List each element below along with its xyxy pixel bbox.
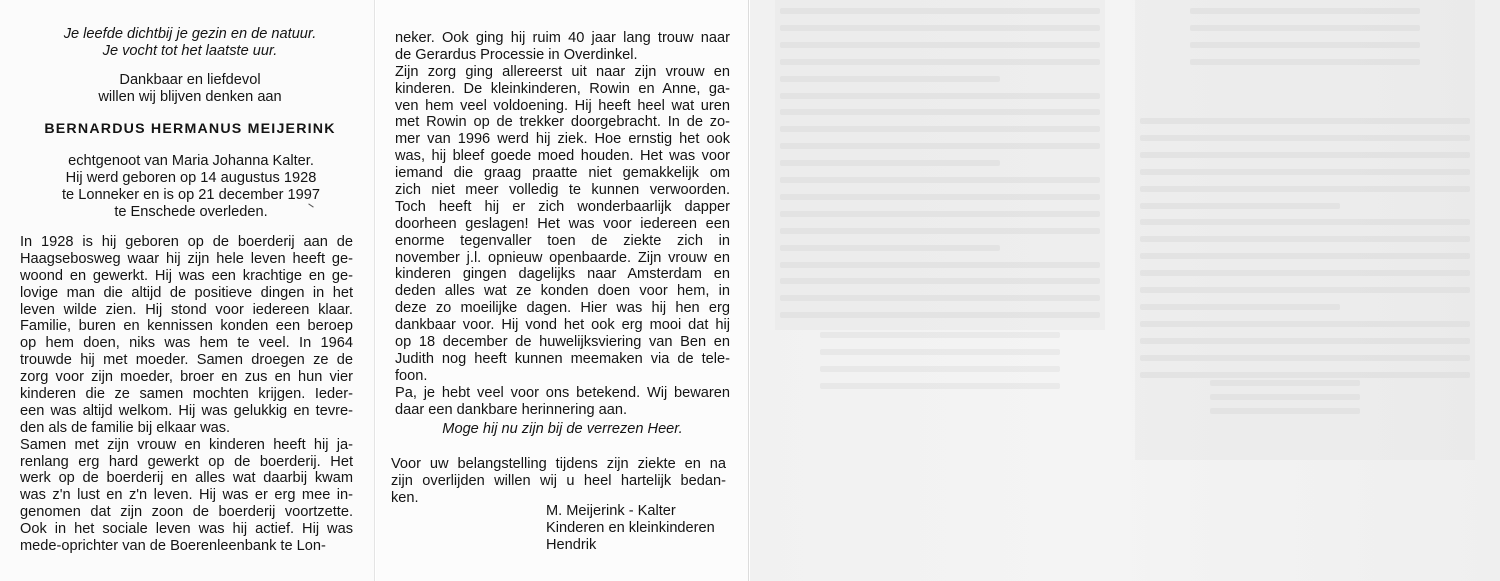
text-line: ven hem veel voldoening. Hij heeft heel wat uren [395,97,730,114]
show-through-line [780,8,1100,14]
text-line: mede-oprichter van de Boerenleenbank te Lon- [20,538,326,555]
show-through-line [1140,304,1340,310]
text-line: was z'n lust en z'n leven. Hij was er erg mee in- [20,487,353,504]
card-middle-page [376,0,749,581]
thanks-text [391,456,726,507]
text-line: genomen dat zijn zoon de boerderij voortzette. [20,504,353,521]
show-through-line [780,262,1100,268]
show-through-block [1135,0,1475,460]
deceased-details [36,153,346,221]
text-line: leven wilde zien. Hij stond voor iedereen klaar. [20,301,353,318]
show-through-line [820,349,1060,355]
biography-continued-text [395,30,730,418]
show-through-line [780,312,1100,318]
text-line: In 1928 is hij geboren op de boerderij aan de [20,234,353,250]
text-line: op hem doen, niks was hem te veel. In 1964 [20,335,353,352]
text-line: Haagsebosweg waar hij zijn hele leven heeft ge- [20,250,353,267]
show-through-line [1140,270,1470,276]
card-left-page [0,0,375,581]
show-through-line [1190,42,1420,48]
text-line: kinderen. De kleinkinderen, Rowin en Anne, ga- [395,80,730,97]
show-through-line [780,93,1100,99]
text-line: deden alles wat ze konden doen voor hem, in [395,283,730,300]
text-line: Judith nog heeft kunnen meemaken via de tele- [395,350,730,367]
text-line: renlang erg hard gewerkt op de boerderij. Het [20,453,353,470]
show-through-line [820,332,1060,338]
motto-line: Je leefde dichtbij je gezin en de natuur. [63,26,317,42]
text-line: met Rowin op de trekker doorgebracht. In de zo- [395,114,730,131]
motto [40,26,340,60]
show-through-line [1140,372,1470,378]
show-through-line [1210,408,1360,414]
deceased-name: BERNARDUS HERMANUS MEIJERINK [44,121,336,137]
show-through-line [1140,219,1470,225]
show-through-line [1140,169,1470,175]
show-through-line [1140,236,1470,242]
text-line: neker. Ook ging hij ruim 40 jaar lang trouw naar [395,30,730,46]
text-line: deze zo moeilijke dagen. Hier was hij hen erg [395,300,730,317]
intro-line: willen wij blijven denken aan [98,88,282,105]
prayer-line: Moge hij nu zijn bij de verrezen Heer. [442,421,683,437]
signature-line: M. Meijerink - Kalter [546,503,676,519]
text-line: Familie, buren en kennissen konden een beroep [20,318,353,335]
show-through-line [780,25,1100,31]
show-through-line [780,143,1100,149]
show-through-line [1190,8,1420,14]
text-line: kinderen die ze samen mochten krijgen. Ieder- [20,386,353,403]
text-line: dankbaar voor. Hij vond het ook erg mooi dat hij [395,317,730,334]
text-line: lovige man die altijd de positieve dingen in het [20,284,353,301]
biography-text [20,234,353,555]
show-through-line [780,194,1100,200]
show-through-line [1210,380,1360,386]
text-line: daar een dankbare herinnering aan. [395,401,628,418]
text-line: op 18 december de huwelijksviering van Ben en [395,334,730,351]
details-line: te Enschede overleden. [114,203,268,220]
show-through-line [1140,152,1470,158]
text-line: werk op de boerderij en alles wat daarbij kwam [20,470,353,487]
show-through-line [1140,186,1470,192]
show-through-line [780,160,1000,166]
show-through-line [1140,203,1340,209]
text-line: was, hij bleef goede moed houden. Het was voor [395,148,730,165]
text-line: den als de familie bij elkaar was. [20,419,231,436]
signature [546,503,715,554]
text-line: Pa, je hebt veel voor ons betekend. Wij bewaren [395,384,730,401]
text-line: doorheen geslagen! Het was voor iedereen een [395,215,730,232]
text-line: zich niet meer volledig te kunnen verwoorden. [395,182,730,199]
text-line: woond en gewerkt. Hij was een krachtige en ge- [20,267,353,284]
text-line: trouwde hij met moeder. Samen droegen ze de [20,352,353,369]
text-line: zijn overlijden willen wij u heel hartelijk bedan- [391,472,726,489]
text-line: Zijn zorg ging allereerst uit naar zijn vrouw en [395,63,730,80]
details-line: echtgenoot van Maria Johanna Kalter. [68,153,314,169]
show-through-line [780,278,1100,284]
text-line: Toch heeft hij er zich wonderbaarlijk dapper [395,198,730,215]
text-line: Ook in het sociale leven was hij actief. Hij was [20,521,353,538]
show-through-line [780,295,1100,301]
show-through-line [1140,118,1470,124]
card-back-pages-show-through [750,0,1500,581]
show-through-line [1140,355,1470,361]
show-through-line [1140,287,1470,293]
text-line: ken. [391,489,419,506]
show-through-line [780,59,1100,65]
show-through-line [780,177,1100,183]
show-through-line [820,366,1060,372]
details-line: te Lonneker en is op 21 december 1997 [61,186,320,203]
show-through-line [780,228,1100,234]
text-line: mer van 1996 werd hij ziek. Hoe ernstig het ook [395,131,730,148]
show-through-line [780,42,1100,48]
show-through-line [1140,253,1470,259]
text-line: november j.l. opnieuw openbaarde. Zijn vrouw en [395,249,730,266]
show-through-line [780,126,1100,132]
text-line: Voor uw belangstelling tijdens zijn ziekte en na [391,456,726,472]
text-line: zorg voor zijn moeder, broer en zus en hun vier [20,369,353,386]
signature-line: Hendrik [546,536,597,553]
text-line: een was altijd welkom. Hij was gelukkig en tevre- [20,402,353,419]
intro-line: Dankbaar en liefdevol [119,72,261,88]
text-line: foon. [395,367,428,384]
text-line: enorme tegenvaller toen de ziekte zich in [395,232,730,249]
text-line: kinderen gingen dagelijks naar Amsterdam en [395,266,730,283]
show-through-line [1140,338,1470,344]
show-through-line [780,76,1000,82]
details-line: Hij werd geboren op 14 augustus 1928 [65,169,317,186]
show-through-line [1190,59,1420,65]
signature-line: Kinderen en kleinkinderen [546,519,715,536]
show-through-line [1140,321,1470,327]
show-through-line [820,383,1060,389]
motto-line: Je vocht tot het laatste uur. [102,42,278,59]
text-line: Samen met zijn vrouw en kinderen heeft hij ja- [20,436,353,453]
show-through-line [780,245,1000,251]
show-through-line [1140,135,1470,141]
show-through-line [780,109,1100,115]
text-line: de Gerardus Processie in Overdinkel. [395,46,638,63]
show-through-line [1210,394,1360,400]
intro [40,72,340,106]
show-through-line [780,211,1100,217]
text-line: iemand die graag praatte niet gemakkelijk om [395,165,730,182]
show-through-line [1190,25,1420,31]
